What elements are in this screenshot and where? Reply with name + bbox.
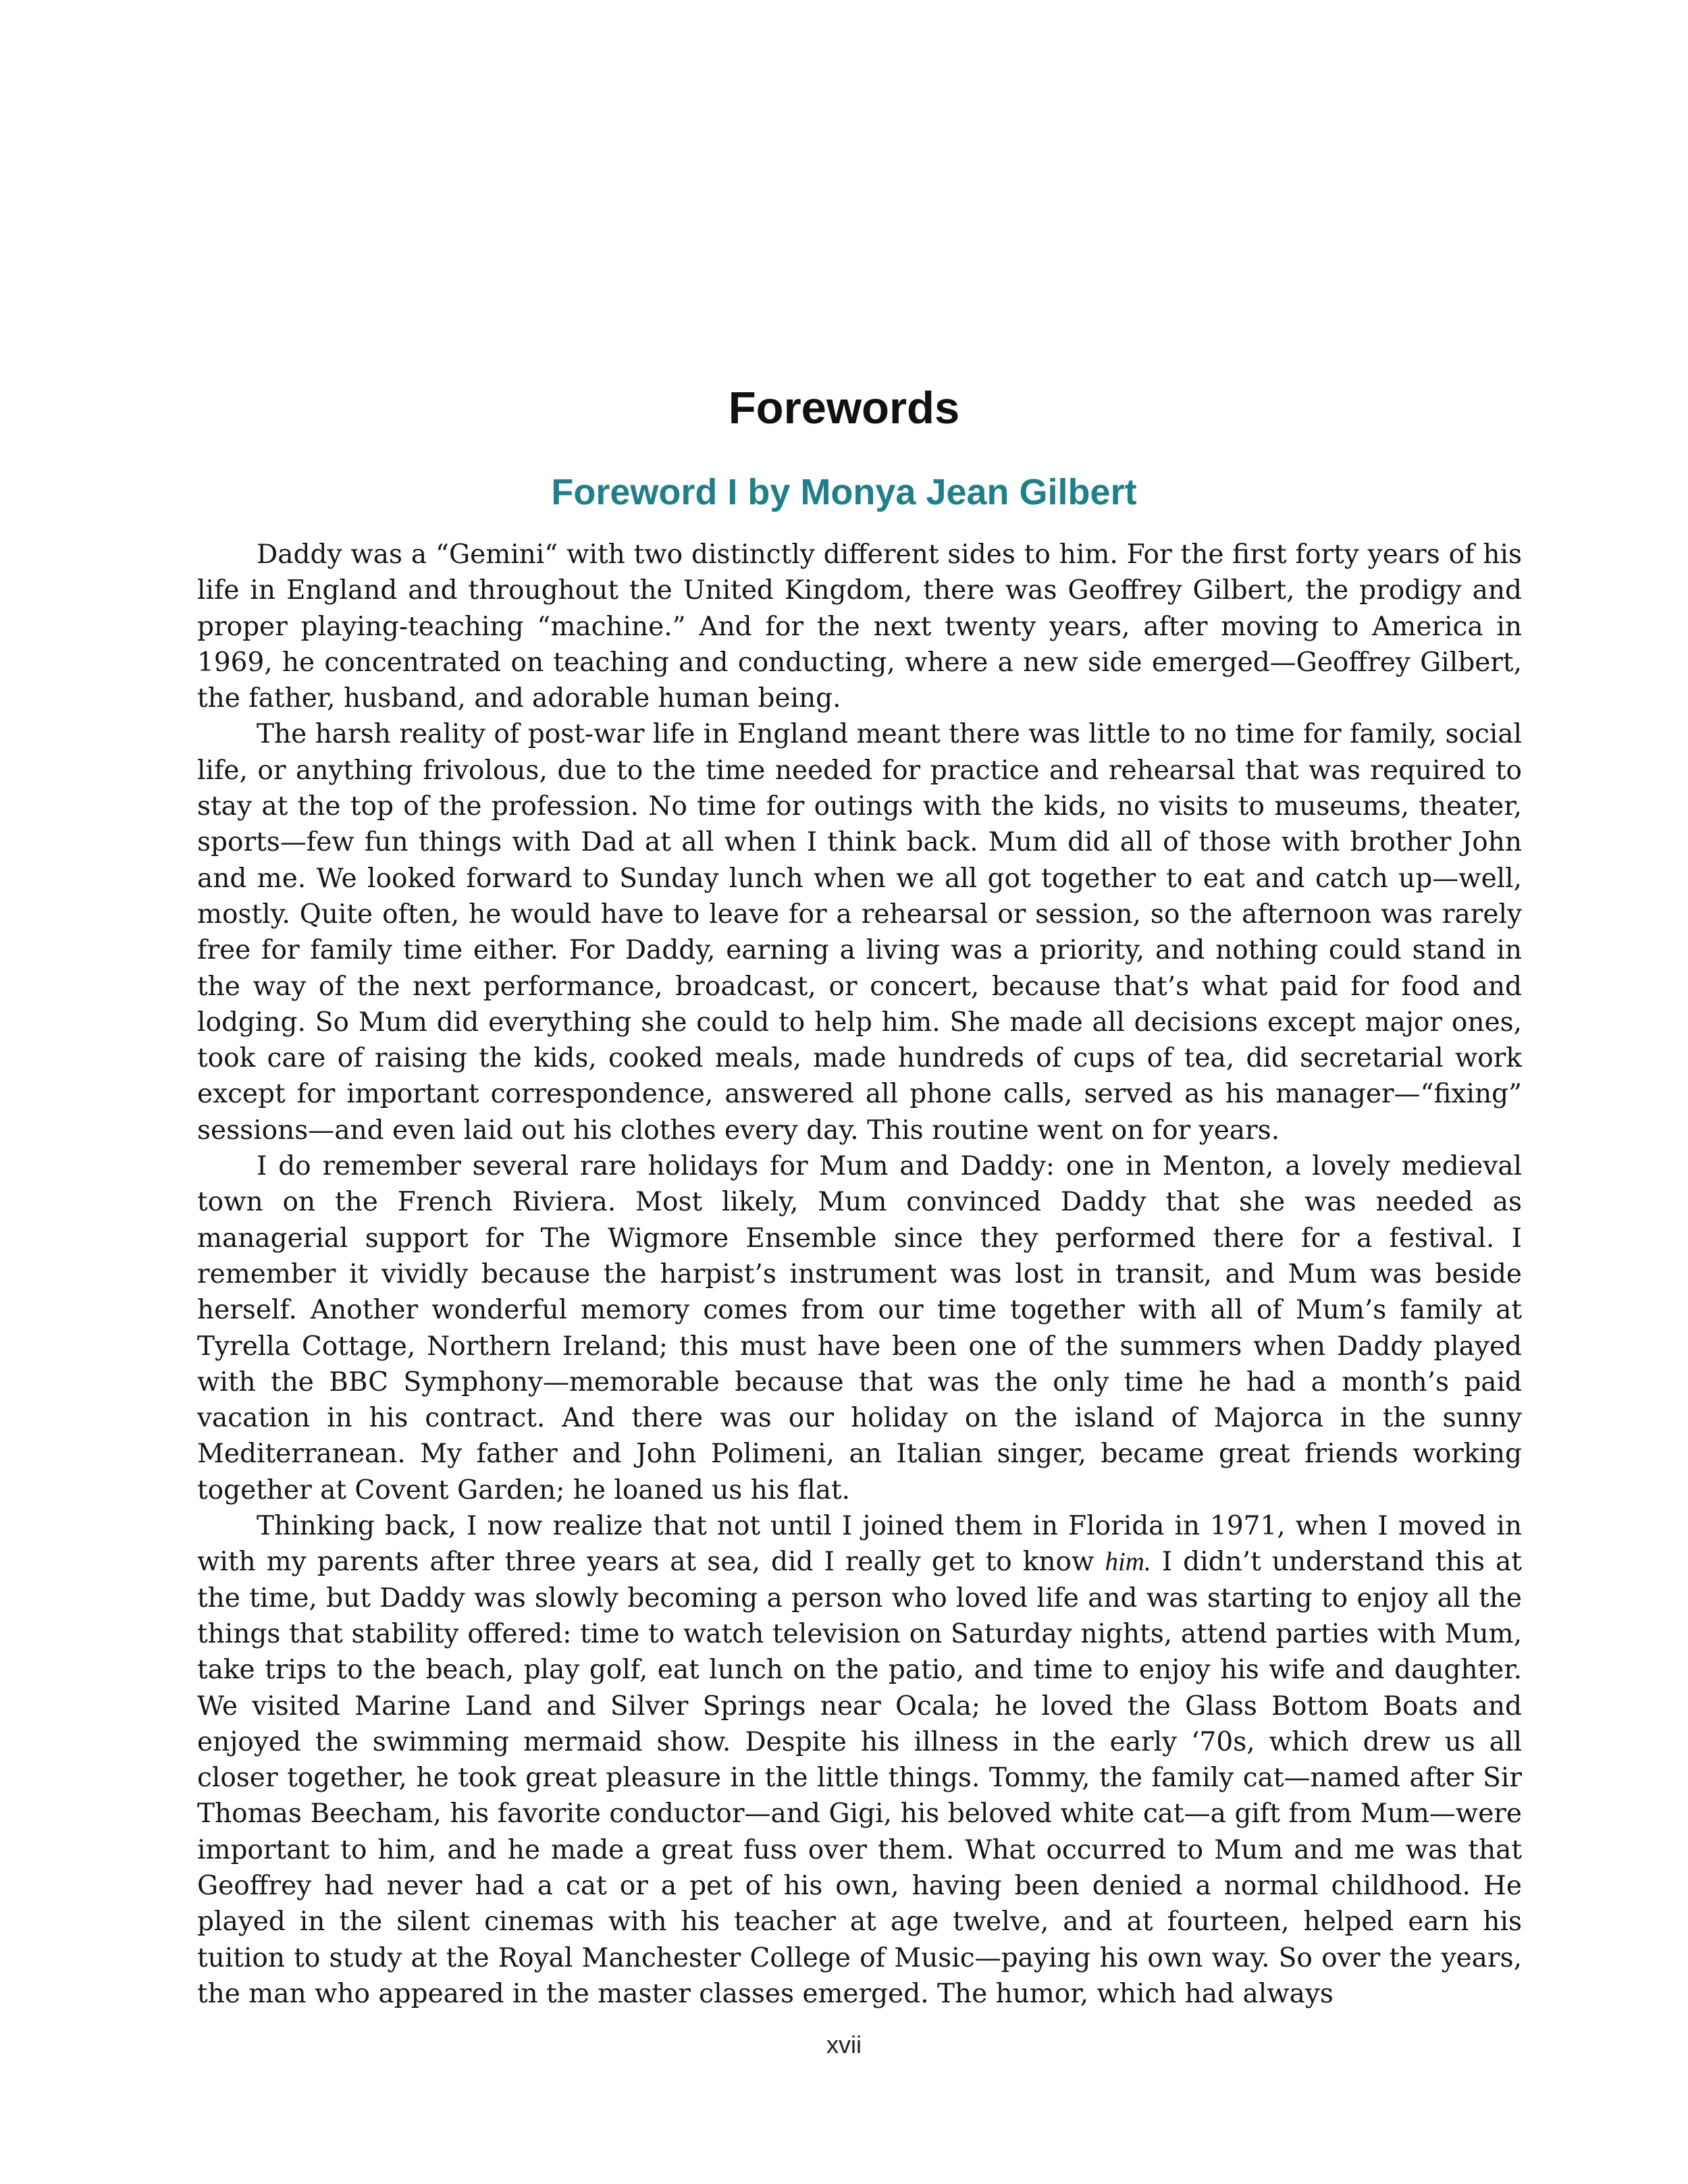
- foreword-title: Foreword I by Monya Jean Gilbert: [551, 472, 1137, 512]
- foreword-body: [197, 537, 1522, 2012]
- paragraph-4-start: Thinking back, I now realize that not until I joined them in Florida in 1971, when I moved in with my parents after three years at sea, did I really get to know: [197, 1511, 1522, 1578]
- paragraph-3: I do remember several rare holidays for Mum and Daddy: one in Menton, a lovely medieval town on the French Riviera. Most likely, Mum convinced Daddy that she was needed as managerial support for The Wigmore Ensemble since they performed there for a festival. I remember it vividly because the harpist’s instrument was lost in transit, and Mum was beside herself. Another wonderful memory comes from our time together with all of Mum’s family at Tyrella Cottage, Northern Ireland; this must have been one of the summers when Daddy played with the BBC Symphony—memorable because that was the only time he had a month’s paid vacation in his contract. And there was our holiday on the island of Majorca in the sunny Mediterranean. My father and John Polimeni, an Italian singer, became great friends working together at Covent Garden; he loaned us his flat.: [197, 1151, 1522, 1506]
- paragraph-1: Daddy was a “Gemini“ with two distinctly different sides to him. For the first forty years of his life in England and throughout the United Kingdom, there was Geoffrey Gilbert, the prodigy and proper playing-teaching “machine.” And for the next twenty years, after moving to America in 1969, he concentrated on teaching and conducting, where a new side emerged—Geoffrey Gilbert, the father, husband, and adorable human being.: [197, 539, 1522, 714]
- section-title: Forewords: [728, 383, 960, 433]
- page-number: xvii: [826, 2031, 862, 2058]
- emphasized-word: him.: [1105, 1547, 1151, 1577]
- paragraph-4-end: I didn’t understand this at the time, but Daddy was slowly becoming a person who loved life and was starting to enjoy all the things that stability offered: time to watch television on Saturday nights, attend parties with Mum, take trips to the beach, play golf, eat lunch on the patio, and time to enjoy his wife and daughter. We visited Marine Land and Silver Springs near Ocala; he loved the Glass Bottom Boats and enjoyed the swimming mermaid show. Despite his illness in the early ‘70s, which drew us all closer together, he took great pleasure in the little things. Tommy, the family cat—named after Sir Thomas Beecham, his favorite conductor—and Gigi, his beloved white cat—a gift from Mum—were important to him, and he made a great fuss over them. What occurred to Mum and me was that Geoffrey had never had a cat or a pet of his own, having been denied a normal childhood. He played in the silent cinemas with his teacher at age twelve, and at fourteen, helped earn his tuition to study at the Royal Manchester College of Music—paying his own way. So over the years, the man who appeared in the master classes emerged. The humor, which had always: [197, 1547, 1522, 2009]
- paragraph-4: [197, 1508, 1522, 2012]
- paragraph-2: The harsh reality of post-war life in England meant there was little to no time for family, social life, or anything frivolous, due to the time needed for practice and rehearsal that was required to stay at the top of the profession. No time for outings with the kids, no visits to museums, theater, sports—few fun things with Dad at all when I think back. Mum did all of those with brother John and me. We looked forward to Sunday lunch when we all got together to eat and catch up—well, mostly. Quite often, he would have to leave for a rehearsal or session, so the afternoon was rarely free for family time either. For Daddy, earning a living was a priority, and nothing could stand in the way of the next performance, broadcast, or concert, because that’s what paid for food and lodging. So Mum did everything she could to help him. She made all decisions except major ones, took care of raising the kids, cooked meals, made hundreds of cups of tea, did secretarial work except for important correspondence, answered all phone calls, served as his manager—“fixing” sessions—and even laid out his clothes every day. This routine went on for years.: [197, 719, 1522, 1146]
